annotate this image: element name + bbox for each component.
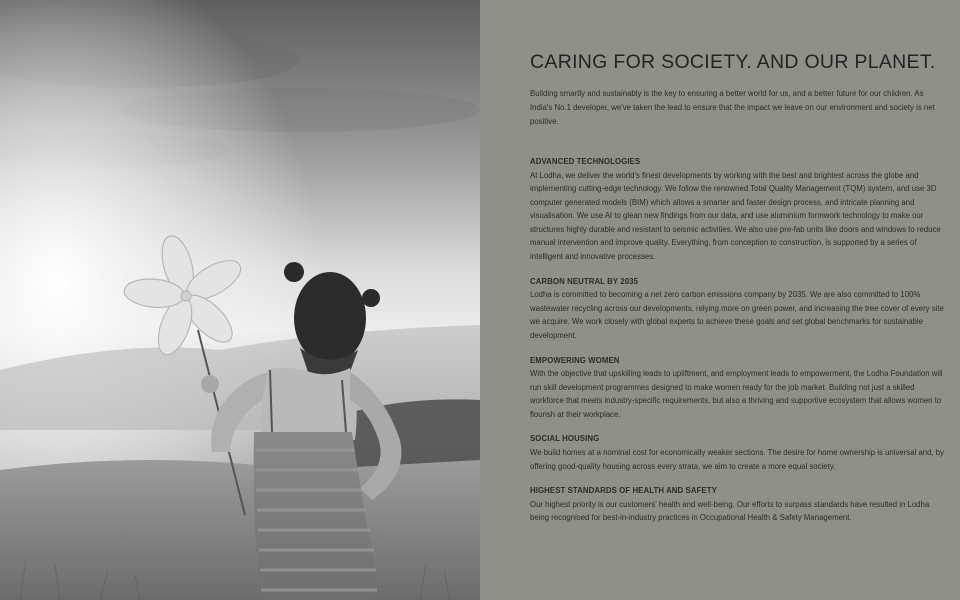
section-heading: CARBON NEUTRAL BY 2035 (530, 276, 639, 286)
intro-paragraph: Building smartly and sustainably is the key to ensuring a better world for us, and a better future for our children. As India's No.1 developer, we've taken the lead to ensure that the impact we leave on our environment and society is net positive. (530, 89, 935, 126)
sections-list (530, 155, 950, 536)
section-advanced-technologies (530, 155, 950, 264)
section-body: At Lodha, we deliver the world's finest developments by working with the best and brightest across the globe and implementing cutting-edge technology. We follow the renowned Total Quality Management (TQM) system, and use 3D computer generated models (BIM) which allows a smarter and faster design process, and intricate planning and visualisation. We use AI to glean new findings from our data, and use aluminium formwork technology to make our structures highly durable and resistant to seismic activities. We also use pre-fab units like doors and windows to reduce manual intervention and improve quality. Everything, from conception to construction, is supported by a series of intelligent and innovative processes. (530, 170, 941, 262)
section-body: We build homes at a nominal cost for economically weaker sections. The desire for home ownership is universal and, by offering good-quality housing across every strata, we aim to create a more equal society. (530, 447, 945, 471)
section-heading: HIGHEST STANDARDS OF HEALTH AND SAFETY (530, 486, 717, 496)
section-body: With the objective that upskilling leads to upliftment, and employment leads to empowerment, the Lodha Foundation will run skill development programmes designed to make women ready for the job market. Building not just a skilled workforce that meets industry-specific requirements, but also a thriving and supportive ecosystem that allows women to flourish at their workplace. (530, 369, 943, 419)
content-panel (480, 0, 960, 600)
section-heading: EMPOWERING WOMEN (530, 355, 620, 365)
section-social-housing (530, 432, 950, 473)
section-heading: SOCIAL HOUSING (530, 434, 600, 444)
section-health-safety (530, 484, 950, 525)
section-heading: ADVANCED TECHNOLOGIES (530, 157, 641, 166)
section-empowering-women (530, 354, 950, 422)
section-carbon-neutral (530, 275, 950, 343)
page-title: CARING FOR SOCIETY. AND OUR PLANET. (530, 51, 936, 73)
section-body: Lodha is committed to becoming a net zero carbon emissions company by 2035. We are also committed to 100% wastewater recycling across our developments, relying more on green power, and increasing the tree cover of every site we acquire. We work closely with global experts to achieve these goals and set global benchmarks for sustainable development. (530, 290, 944, 340)
section-body: Our highest priority is our customers' health and well-being. Our efforts to surpass standards have resulted in Lodha being recognised for best-in-industry practices in Occupational Health & Safety Management. (530, 499, 930, 523)
